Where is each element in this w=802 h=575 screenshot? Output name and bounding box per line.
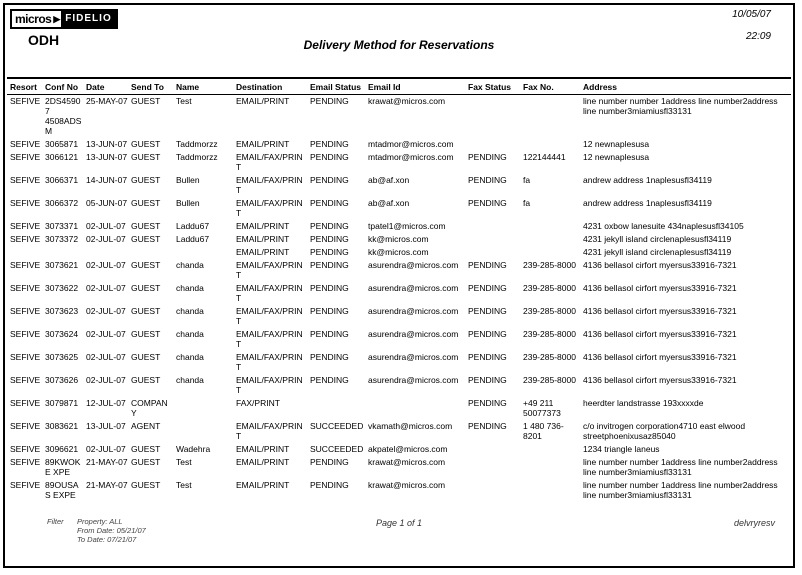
cell-fax-no xyxy=(523,443,583,456)
cell-fax-status xyxy=(468,246,523,259)
cell-fax-status: PENDING xyxy=(468,329,507,339)
cell-conf-no: 2DS45907 4508ADSM xyxy=(45,96,82,136)
cell-resort: SEFIVE xyxy=(10,175,41,185)
cell-resort: SEFIVE xyxy=(10,260,41,270)
cell-name: Test xyxy=(176,96,192,106)
cell-email-id: vkamath@micros.com xyxy=(368,421,453,431)
cell-resort xyxy=(7,246,45,259)
cell-conf-no: 3096621 xyxy=(45,444,79,454)
cell-fax-status: PENDING xyxy=(468,198,507,208)
cell-conf-no: 3073623 xyxy=(45,306,79,316)
cell-fax-no xyxy=(523,246,583,259)
table-row xyxy=(7,246,791,259)
cell-email-status: PENDING xyxy=(310,96,349,106)
cell-email-status: SUCCEEDED xyxy=(310,421,364,431)
cell-name xyxy=(176,246,236,259)
table-row xyxy=(7,328,791,351)
cell-date: 02-JUL-07 xyxy=(86,306,126,316)
cell-name: chanda xyxy=(176,329,204,339)
cell-email-status: PENDING xyxy=(310,234,349,244)
cell-fax-status: PENDING xyxy=(468,283,507,293)
cell-date: 02-JUL-07 xyxy=(86,329,126,339)
cell-address: heerdter landstrasse 193xxxxde xyxy=(583,398,704,408)
cell-fax-status xyxy=(468,233,523,246)
table-row xyxy=(7,233,791,246)
cell-fax-no xyxy=(523,479,583,502)
cell-address: 12 newnaplesusa xyxy=(583,152,650,162)
cell-fax-no: +49 211 50077373 xyxy=(523,398,561,418)
cell-resort: SEFIVE xyxy=(10,375,41,385)
cell-fax-status: PENDING xyxy=(468,152,507,162)
cell-name xyxy=(176,397,236,420)
cell-fax-no: 239-285-8000 xyxy=(523,260,576,270)
cell-fax-no xyxy=(523,220,583,233)
cell-destination: EMAIL/PRINT xyxy=(236,444,290,454)
cell-date: 21-MAY-07 xyxy=(86,480,128,490)
table-row xyxy=(7,95,791,139)
cell-date: 21-MAY-07 xyxy=(86,457,128,467)
cell-address: 4231 oxbow lanesuite 434naplesusfl34105 xyxy=(583,221,744,231)
cell-address: 4231 jekyll island circlenaplesusfl34119 xyxy=(583,247,732,257)
cell-fax-status xyxy=(468,95,523,139)
table-row xyxy=(7,456,791,479)
cell-name: Bullen xyxy=(176,198,200,208)
cell-conf-no: 3073626 xyxy=(45,375,79,385)
cell-name: Laddu67 xyxy=(176,234,210,244)
filter-property: Property: ALL xyxy=(77,517,123,526)
cell-address: 4136 bellasol cirfort myersus33916-7321 xyxy=(583,329,737,339)
cell-date: 25-MAY-07 xyxy=(86,96,128,106)
column-header-conf-no: Conf No xyxy=(45,78,86,95)
cell-email-id: asurendra@micros.com xyxy=(368,283,459,293)
column-header-fax-status: Fax Status xyxy=(468,78,523,95)
page-title: Delivery Method for Reservations xyxy=(303,38,495,52)
table-row xyxy=(7,282,791,305)
cell-name: Test xyxy=(176,480,192,490)
table-row xyxy=(7,420,791,443)
report-table-body xyxy=(7,95,791,503)
cell-address: 4136 bellasol cirfort myersus33916-7321 xyxy=(583,283,737,293)
cell-fax-no xyxy=(523,138,583,151)
cell-date: 02-JUL-07 xyxy=(86,352,126,362)
filter-to-date: To Date: 07/21/07 xyxy=(77,535,137,544)
cell-destination: EMAIL/PRINT xyxy=(236,457,290,467)
cell-date xyxy=(86,246,131,259)
cell-name: Taddmorzz xyxy=(176,139,218,149)
cell-resort: SEFIVE xyxy=(10,352,41,362)
cell-resort: SEFIVE xyxy=(10,306,41,316)
logo-fidelio-text: FIDELIO xyxy=(61,11,115,27)
column-header-destination: Destination xyxy=(236,78,310,95)
reservations-table xyxy=(7,77,791,502)
cell-fax-no: fa xyxy=(523,198,531,208)
cell-resort: SEFIVE xyxy=(10,329,41,339)
table-row xyxy=(7,479,791,502)
cell-name: Wadehra xyxy=(176,444,211,454)
cell-email-status: PENDING xyxy=(310,480,349,490)
cell-fax-status: PENDING xyxy=(468,306,507,316)
cell-address: 4136 bellasol cirfort myersus33916-7321 xyxy=(583,260,737,270)
cell-email-id: krawat@micros.com xyxy=(368,457,446,467)
cell-fax-no: 239-285-8000 xyxy=(523,329,576,339)
cell-conf-no: 3083621 xyxy=(45,421,79,431)
cell-resort: SEFIVE xyxy=(10,457,41,467)
cell-email-status: PENDING xyxy=(310,375,349,385)
cell-address: andrew address 1naplesusfl34119 xyxy=(583,198,712,208)
cell-resort: SEFIVE xyxy=(10,221,41,231)
cell-conf-no: 3073372 xyxy=(45,234,79,244)
cell-email-status: PENDING xyxy=(310,352,349,362)
cell-email-status: PENDING xyxy=(310,283,349,293)
cell-destination: EMAIL/PRINT xyxy=(236,480,290,490)
cell-conf-no xyxy=(45,246,86,259)
cell-name: chanda xyxy=(176,283,204,293)
cell-email-id: asurendra@micros.com xyxy=(368,260,459,270)
cell-send-to: GUEST xyxy=(131,480,161,490)
cell-resort: SEFIVE xyxy=(10,198,41,208)
cell-resort: SEFIVE xyxy=(10,234,41,244)
cell-conf-no: 3079871 xyxy=(45,398,79,408)
cell-email-id: kk@micros.com xyxy=(368,247,429,257)
cell-email-id: krawat@micros.com xyxy=(368,480,446,490)
cell-date: 02-JUL-07 xyxy=(86,221,126,231)
cell-fax-no xyxy=(523,95,583,139)
cell-email-id: krawat@micros.com xyxy=(368,96,446,106)
cell-email-status: PENDING xyxy=(310,198,349,208)
cell-conf-no: 3073624 xyxy=(45,329,79,339)
cell-destination: EMAIL/FAX/PRINT xyxy=(236,421,303,441)
cell-address: line number number 1address line number2address line number3miamiusfl33131 xyxy=(583,457,778,477)
cell-destination: EMAIL/PRINT xyxy=(236,139,290,149)
column-header-name: Name xyxy=(176,78,236,95)
table-row xyxy=(7,197,791,220)
cell-destination: EMAIL/FAX/PRINT xyxy=(236,260,303,280)
cell-address: andrew address 1naplesusfl34119 xyxy=(583,175,712,185)
cell-address: 1234 triangle laneus xyxy=(583,444,660,454)
cell-email-id: ab@af.xon xyxy=(368,198,410,208)
cell-fax-status: PENDING xyxy=(468,375,507,385)
cell-date: 05-JUN-07 xyxy=(86,198,128,208)
cell-conf-no: 89KWOKE XPE xyxy=(45,457,81,477)
column-header-address: Address xyxy=(583,78,791,95)
cell-fax-no: 239-285-8000 xyxy=(523,375,576,385)
cell-fax-no xyxy=(523,456,583,479)
cell-fax-status xyxy=(468,220,523,233)
cell-email-id: ab@af.xon xyxy=(368,175,410,185)
cell-name: chanda xyxy=(176,306,204,316)
cell-address: line number number 1address line number2address line number3miamiusfl33131 xyxy=(583,96,778,116)
cell-address: 4136 bellasol cirfort myersus33916-7321 xyxy=(583,375,737,385)
cell-email-status: PENDING xyxy=(310,152,349,162)
cell-fax-no: 239-285-8000 xyxy=(523,306,576,316)
cell-email-id: kk@micros.com xyxy=(368,234,429,244)
filter-label: Filter xyxy=(47,517,64,526)
table-header-row xyxy=(7,78,791,95)
cell-address: 4231 jekyll island circlenaplesusfl34119 xyxy=(583,234,732,244)
cell-destination: FAX/PRINT xyxy=(236,398,280,408)
table-row xyxy=(7,443,791,456)
table-row xyxy=(7,305,791,328)
cell-send-to: GUEST xyxy=(131,96,161,106)
cell-conf-no: 3073621 xyxy=(45,260,79,270)
cell-send-to: GUEST xyxy=(131,152,161,162)
cell-email-id: asurendra@micros.com xyxy=(368,352,459,362)
cell-email-id xyxy=(368,397,468,420)
micros-fidelio-logo xyxy=(10,9,118,29)
table-row xyxy=(7,397,791,420)
cell-email-status: PENDING xyxy=(310,175,349,185)
cell-address: 4136 bellasol cirfort myersus33916-7321 xyxy=(583,352,737,362)
cell-address: line number number 1address line number2address line number3miamiusfl33131 xyxy=(583,480,778,500)
cell-email-status: SUCCEEDED xyxy=(310,444,364,454)
column-header-send-to: Send To xyxy=(131,78,176,95)
logo-micros-text: micros xyxy=(12,11,52,27)
cell-email-status: PENDING xyxy=(310,457,349,467)
cell-conf-no: 3065871 xyxy=(45,139,79,149)
cell-fax-no: 239-285-8000 xyxy=(523,352,576,362)
table-row xyxy=(7,174,791,197)
cell-email-status: PENDING xyxy=(310,260,349,270)
cell-resort: SEFIVE xyxy=(10,96,41,106)
cell-send-to: GUEST xyxy=(131,283,161,293)
logo-arrow-icon: ▶ xyxy=(52,11,61,27)
print-date: 10/05/07 xyxy=(732,9,771,20)
cell-send-to: GUEST xyxy=(131,221,161,231)
cell-email-id: asurendra@micros.com xyxy=(368,375,459,385)
cell-destination: EMAIL/FAX/PRINT xyxy=(236,306,303,326)
cell-date: 02-JUL-07 xyxy=(86,234,126,244)
table-row xyxy=(7,351,791,374)
cell-name: chanda xyxy=(176,375,204,385)
cell-resort: SEFIVE xyxy=(10,421,41,431)
cell-fax-no: fa xyxy=(523,175,531,185)
cell-email-id: mtadmor@micros.com xyxy=(368,139,454,149)
cell-email-id: asurendra@micros.com xyxy=(368,329,459,339)
table-row xyxy=(7,259,791,282)
cell-send-to: GUEST xyxy=(131,329,161,339)
cell-destination: EMAIL/FAX/PRINT xyxy=(236,175,303,195)
cell-send-to: GUEST xyxy=(131,352,161,362)
cell-conf-no: 3073371 xyxy=(45,221,79,231)
cell-email-status: PENDING xyxy=(310,247,349,257)
table-row xyxy=(7,374,791,397)
cell-email-id: tpatel1@micros.com xyxy=(368,221,446,231)
cell-send-to xyxy=(131,246,176,259)
cell-name: Taddmorzz xyxy=(176,152,218,162)
cell-name xyxy=(176,420,236,443)
cell-resort: SEFIVE xyxy=(10,398,41,408)
page-number: Page 1 of 1 xyxy=(375,518,423,528)
cell-fax-status: PENDING xyxy=(468,352,507,362)
app-name: ODH xyxy=(28,32,60,48)
cell-conf-no: 3073622 xyxy=(45,283,79,293)
cell-resort: SEFIVE xyxy=(10,444,41,454)
cell-name: Bullen xyxy=(176,175,200,185)
cell-date: 02-JUL-07 xyxy=(86,444,126,454)
cell-fax-status xyxy=(468,479,523,502)
cell-destination: EMAIL/PRINT xyxy=(236,234,290,244)
cell-fax-no: 239-285-8000 xyxy=(523,283,576,293)
cell-destination: EMAIL/PRINT xyxy=(236,96,290,106)
cell-fax-status: PENDING xyxy=(468,398,507,408)
cell-email-status: PENDING xyxy=(310,329,349,339)
cell-send-to: GUEST xyxy=(131,457,161,467)
column-header-fax-no: Fax No. xyxy=(523,78,583,95)
cell-date: 02-JUL-07 xyxy=(86,283,126,293)
cell-resort: SEFIVE xyxy=(10,152,41,162)
cell-send-to: GUEST xyxy=(131,234,161,244)
table-row xyxy=(7,151,791,174)
cell-conf-no: 3073625 xyxy=(45,352,79,362)
cell-destination: EMAIL/PRINT xyxy=(236,221,290,231)
cell-email-status: PENDING xyxy=(310,306,349,316)
cell-email-id: akpatel@micros.com xyxy=(368,444,448,454)
cell-conf-no: 3066121 xyxy=(45,152,79,162)
cell-name: chanda xyxy=(176,260,204,270)
cell-send-to: GUEST xyxy=(131,139,161,149)
cell-send-to: AGENT xyxy=(131,421,161,431)
cell-date: 13-JUN-07 xyxy=(86,152,128,162)
cell-name: Test xyxy=(176,457,192,467)
cell-send-to: GUEST xyxy=(131,444,161,454)
cell-fax-status xyxy=(468,456,523,479)
report-page xyxy=(3,3,795,568)
cell-email-status: PENDING xyxy=(310,221,349,231)
cell-date: 13-JUN-07 xyxy=(86,139,128,149)
cell-fax-no xyxy=(523,233,583,246)
cell-conf-no: 3066372 xyxy=(45,198,79,208)
cell-destination: EMAIL/FAX/PRINT xyxy=(236,375,303,395)
column-header-date: Date xyxy=(86,78,131,95)
cell-destination: EMAIL/FAX/PRINT xyxy=(236,283,303,303)
cell-destination: EMAIL/FAX/PRINT xyxy=(236,152,303,172)
cell-name: chanda xyxy=(176,352,204,362)
cell-date: 12-JUL-07 xyxy=(86,398,126,408)
cell-resort: SEFIVE xyxy=(10,139,41,149)
cell-send-to: COMPANY xyxy=(131,398,168,418)
cell-send-to: GUEST xyxy=(131,375,161,385)
cell-email-id: asurendra@micros.com xyxy=(368,306,459,316)
cell-fax-status: PENDING xyxy=(468,175,507,185)
cell-address: 4136 bellasol cirfort myersus33916-7321 xyxy=(583,306,737,316)
table-row xyxy=(7,220,791,233)
cell-email-status xyxy=(310,397,368,420)
cell-address: c/o invitrogen corporation4710 east elwood streetphoenixusaz85040 xyxy=(583,421,746,441)
cell-destination: EMAIL/PRINT xyxy=(236,247,290,257)
report-id: delvryresv xyxy=(733,518,775,528)
cell-destination: EMAIL/FAX/PRINT xyxy=(236,329,303,349)
cell-resort: SEFIVE xyxy=(10,283,41,293)
cell-fax-no: 122144441 xyxy=(523,152,566,162)
cell-date: 14-JUN-07 xyxy=(86,175,128,185)
cell-fax-status: PENDING xyxy=(468,421,507,431)
cell-send-to: GUEST xyxy=(131,260,161,270)
column-header-resort: Resort xyxy=(7,78,45,95)
cell-send-to: GUEST xyxy=(131,198,161,208)
cell-destination: EMAIL/FAX/PRINT xyxy=(236,352,303,372)
cell-fax-status xyxy=(468,138,523,151)
cell-send-to: GUEST xyxy=(131,175,161,185)
cell-email-status: PENDING xyxy=(310,139,349,149)
cell-date: 13-JUL-07 xyxy=(86,421,126,431)
cell-fax-status xyxy=(468,443,523,456)
table-row xyxy=(7,138,791,151)
cell-fax-status: PENDING xyxy=(468,260,507,270)
cell-email-id: mtadmor@micros.com xyxy=(368,152,454,162)
cell-resort: SEFIVE xyxy=(10,480,41,490)
filter-from-date: From Date: 05/21/07 xyxy=(77,526,146,535)
cell-conf-no: 89OUSAS EXPE xyxy=(45,480,79,500)
cell-fax-no: 1 480 736-8201 xyxy=(523,421,564,441)
cell-name: Laddu67 xyxy=(176,221,210,231)
column-header-email-status: Email Status xyxy=(310,78,368,95)
print-time: 22:09 xyxy=(745,31,771,42)
column-header-email-id: Email Id xyxy=(368,78,468,95)
cell-address: 12 newnaplesusa xyxy=(583,139,650,149)
cell-send-to: GUEST xyxy=(131,306,161,316)
cell-date: 02-JUL-07 xyxy=(86,375,126,385)
cell-date: 02-JUL-07 xyxy=(86,260,126,270)
cell-conf-no: 3066371 xyxy=(45,175,79,185)
cell-destination: EMAIL/FAX/PRINT xyxy=(236,198,303,218)
